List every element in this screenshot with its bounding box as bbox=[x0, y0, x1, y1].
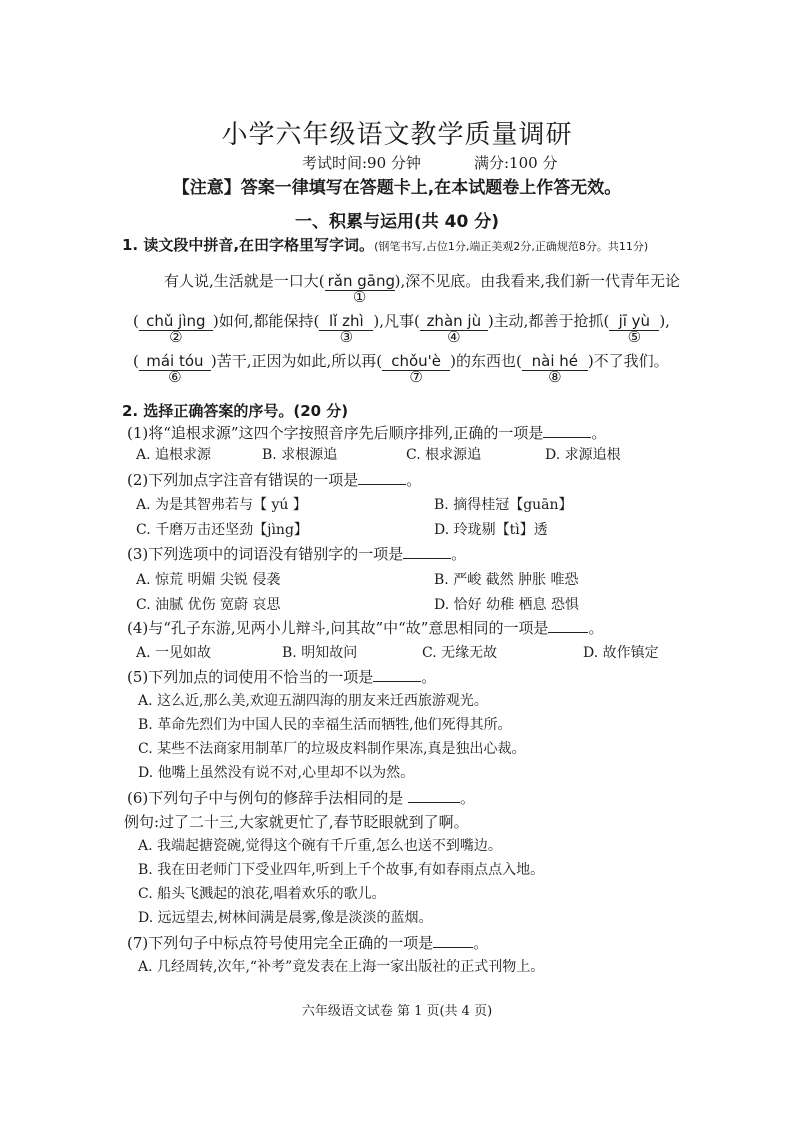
q1-text: ( bbox=[133, 312, 139, 330]
option-a: A. 一见如故 bbox=[136, 645, 212, 661]
q1-text: ),深不见底。由我看来,我们新一代青年无论 bbox=[394, 272, 681, 290]
stem-text: (1)将“追根求源”这四个字按照音序先后顺序排列,正确的一项是 bbox=[127, 424, 544, 442]
pinyin-text: jī yù bbox=[618, 312, 651, 330]
pinyin-blank-7 bbox=[382, 352, 450, 386]
option-a: A. 追根求源 bbox=[136, 447, 212, 463]
pinyin-text: mái tóu bbox=[146, 352, 204, 370]
answer-blank bbox=[373, 667, 421, 682]
blank-number: ④ bbox=[447, 328, 461, 346]
stem-text: (7)下列句子中标点符号使用完全正确的一项是 bbox=[127, 934, 434, 952]
option-a: A. 惊荒 明媚 尖锐 侵袭 bbox=[136, 572, 281, 588]
stem-end: 。 bbox=[591, 424, 607, 442]
answer-blank bbox=[433, 933, 473, 948]
answer-blank bbox=[548, 618, 588, 633]
full-score: 满分:100 分 bbox=[474, 154, 558, 172]
q2-4-stem bbox=[127, 617, 603, 638]
q1-text: ),凡事( bbox=[373, 312, 420, 330]
option-b: B. 求根源追 bbox=[262, 447, 338, 463]
q2-6-stem bbox=[127, 787, 475, 808]
pinyin-blank-5 bbox=[609, 312, 659, 346]
option-d: D. 故作镇定 bbox=[583, 645, 659, 661]
option-a: A. 几经周转,次年,“补考”竟发表在上海一家出版社的正式刊物上。 bbox=[138, 959, 545, 975]
pinyin-blank-2 bbox=[139, 312, 213, 346]
blank-number: ⑧ bbox=[548, 368, 562, 386]
pinyin-text: chǔ jìng bbox=[146, 312, 206, 330]
q1-text: )的东西也( bbox=[450, 352, 522, 370]
option-c: C. 千磨万击还坚劲【jìng】 bbox=[136, 522, 308, 538]
pinyin-blank-1 bbox=[325, 272, 396, 306]
stem-end: 。 bbox=[588, 619, 604, 637]
stem-end: 。 bbox=[451, 545, 467, 563]
answer-blank bbox=[408, 788, 460, 803]
blank-number: ① bbox=[352, 288, 367, 306]
q2-5-stem bbox=[127, 666, 436, 687]
option-c: C. 船头飞溅起的浪花,唱着欢乐的歌儿。 bbox=[138, 886, 386, 902]
option-a: A. 这么近,那么美,欢迎五湖四海的朋友来迁西旅游观光。 bbox=[138, 693, 488, 709]
stem-text: (5)下列加点的词使用不恰当的一项是 bbox=[127, 668, 374, 686]
blank-number: ⑦ bbox=[409, 368, 423, 386]
option-d: D. 远远望去,树林间满是晨雾,像是淡淡的蓝烟。 bbox=[138, 910, 433, 926]
pinyin-text: zhàn jù bbox=[426, 312, 482, 330]
option-d: D. 玲珑剔【tì】透 bbox=[434, 522, 548, 538]
q1-text: ( bbox=[133, 352, 139, 370]
stem-end: 。 bbox=[473, 934, 489, 952]
pinyin-blank-4 bbox=[420, 312, 488, 346]
pinyin-blank-8 bbox=[522, 352, 588, 386]
q2-2-stem bbox=[127, 469, 421, 490]
q2-7-stem bbox=[127, 932, 488, 953]
q1-text: )不了我们。 bbox=[587, 352, 669, 370]
option-d: D. 他嘴上虽然没有说不对,心里却不以为然。 bbox=[138, 765, 415, 781]
page-footer: 六年级语文试卷 第 1 页(共 4 页) bbox=[301, 1004, 493, 1019]
option-c: C. 某些不法商家用制革厂的垃圾皮料制作果冻,真是独出心裁。 bbox=[138, 741, 526, 757]
pinyin-text: nài hé bbox=[531, 352, 579, 370]
q1-text: )如何,都能保持( bbox=[212, 312, 320, 330]
option-a: A. 为是其智弗若与【 yú 】 bbox=[136, 497, 307, 513]
stem-end: 。 bbox=[406, 471, 422, 489]
option-d: D. 求源追根 bbox=[545, 447, 621, 463]
q1-line-3 bbox=[133, 350, 669, 386]
option-c: C. 油腻 优伤 宽蔚 哀思 bbox=[136, 597, 281, 613]
option-b: B. 革命先烈们为中国人民的幸福生活而牺牲,他们死得其所。 bbox=[138, 717, 512, 733]
pinyin-text: lǐ zhì bbox=[329, 312, 364, 330]
option-a: A. 我端起搪瓷碗,觉得这个碗有千斤重,怎么也送不到嘴边。 bbox=[138, 838, 502, 854]
notice: 【注意】答案一律填写在答题卡上,在本试题卷上作答无效。 bbox=[172, 178, 622, 198]
option-c: C. 根求源追 bbox=[406, 447, 482, 463]
option-b: B. 我在田老师门下受业四年,听到上千个故事,有如春雨点点入地。 bbox=[138, 862, 545, 878]
answer-blank bbox=[543, 423, 591, 438]
q1-note: (钢笔书写,占位1分,端正美观2分,正确规范8分。共11分) bbox=[374, 240, 649, 253]
q1-line-1 bbox=[164, 270, 681, 306]
blank-number: ⑤ bbox=[627, 328, 642, 346]
q2-1-stem bbox=[127, 422, 606, 443]
blank-number: ② bbox=[169, 328, 183, 346]
answer-blank bbox=[358, 470, 406, 485]
stem-end: 。 bbox=[460, 789, 476, 807]
pinyin-text: rǎn gāng bbox=[327, 272, 396, 290]
q1-text: 有人说,生活就是一口大( bbox=[164, 272, 325, 290]
stem-end: 。 bbox=[421, 668, 437, 686]
stem-text: (3)下列选项中的词语没有错别字的一项是 bbox=[127, 545, 404, 563]
q1-prompt-text: 1. 读文段中拼音,在田字格里写字词。 bbox=[122, 236, 375, 254]
stem-text: (2)下列加点字注音有错误的一项是 bbox=[127, 471, 359, 489]
blank-number: ③ bbox=[339, 328, 354, 346]
q2-6-example: 例句:过了二十三,大家就更忙了,春节眨眼就到了啊。 bbox=[124, 813, 469, 831]
section-heading: 一、积累与运用(共 40 分) bbox=[294, 212, 500, 232]
q2-3-stem bbox=[127, 543, 466, 564]
stem-text: (4)与“孔子东游,见两小儿辩斗,问其故”中“故”意思相同的一项是 bbox=[127, 619, 549, 637]
option-b: B. 严峻 截然 肿胀 唯恐 bbox=[434, 572, 579, 588]
q1-line-2 bbox=[133, 310, 670, 346]
q1-text: )主动,都善于抢抓( bbox=[487, 312, 610, 330]
q1-text: ), bbox=[659, 312, 670, 330]
pinyin-blank-6 bbox=[139, 352, 211, 386]
blank-number: ⑥ bbox=[168, 368, 182, 386]
option-b: B. 明知故问 bbox=[282, 645, 358, 661]
page-title: 小学六年级语文教学质量调研 bbox=[221, 120, 573, 150]
answer-blank bbox=[403, 544, 451, 559]
q2-prompt: 2. 选择正确答案的序号。(20 分) bbox=[122, 402, 349, 420]
option-c: C. 无缘无故 bbox=[422, 645, 498, 661]
option-b: B. 摘得桂冠【guān】 bbox=[434, 497, 573, 513]
exam-time: 考试时间:90 分钟 bbox=[302, 154, 421, 172]
q1-prompt bbox=[122, 234, 648, 255]
pinyin-text: chǒu'è bbox=[391, 352, 441, 370]
stem-text: (6)下列句子中与例句的修辞手法相同的是 bbox=[127, 789, 404, 807]
q1-text: )苦干,正因为如此,所以再( bbox=[210, 352, 383, 370]
pinyin-blank-3 bbox=[319, 312, 373, 346]
option-d: D. 恰好 幼稚 栖息 恐惧 bbox=[434, 597, 579, 613]
